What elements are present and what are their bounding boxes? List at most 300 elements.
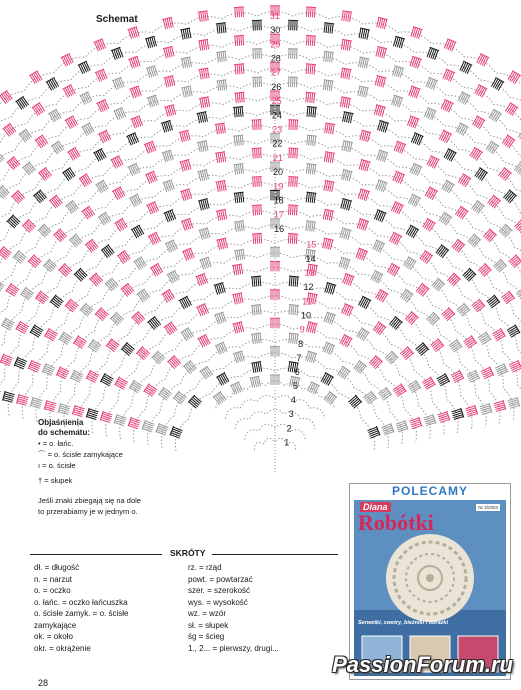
stitch-mark: [255, 120, 256, 130]
stitch-mark: [410, 163, 414, 172]
stitch-cluster: [288, 177, 299, 188]
stitch-cluster: [426, 156, 439, 169]
stitch-mark: [222, 374, 227, 383]
stitch-cluster: [466, 370, 479, 383]
stitch-mark: [117, 157, 122, 166]
stitch-mark: [239, 36, 240, 46]
stitch-mark: [201, 12, 203, 22]
stitch-cluster: [50, 295, 64, 309]
stitch-mark: [238, 382, 242, 391]
stitch-cluster: [407, 194, 420, 207]
stitch-cluster: [388, 316, 402, 330]
stitch-top-bar: [233, 164, 243, 165]
stitch-mark: [438, 376, 447, 381]
stitch-cluster: [162, 289, 176, 303]
stitch-mark: [332, 153, 334, 163]
stitch-mark: [415, 198, 420, 207]
stitch-top-bar: [252, 177, 262, 178]
stitch-mark: [173, 272, 178, 281]
stitch-cluster: [372, 322, 386, 336]
stitch-mark: [65, 56, 69, 65]
stitch-cluster: [373, 210, 386, 223]
stitch-mark: [88, 124, 93, 133]
stitch-mark: [59, 369, 68, 373]
stitch-cluster: [474, 167, 488, 181]
stitch-mark: [235, 193, 236, 203]
stitch-mark: [118, 109, 122, 118]
round-23-chain-arc: [0, 126, 521, 401]
abbreviations-title: SKRÓTY: [170, 548, 206, 558]
stitch-mark: [256, 334, 257, 344]
stitch-top-bar: [306, 7, 316, 8]
stitch-cluster: [357, 86, 369, 98]
stitch-mark: [439, 130, 444, 139]
stitch-mark: [254, 277, 255, 287]
stitch-mark: [71, 85, 76, 94]
stitch-cluster: [381, 423, 394, 436]
stitch-mark: [314, 165, 315, 175]
stitch-mark: [225, 23, 226, 33]
stitch-mark: [258, 362, 260, 372]
stitch-mark: [216, 153, 218, 163]
row-number-label: 24: [271, 110, 282, 121]
stitch-mark: [219, 23, 220, 33]
stitch-mark: [15, 363, 24, 367]
stitch-mark: [306, 64, 307, 74]
stitch-mark: [239, 250, 241, 260]
stitch-mark: [292, 205, 293, 215]
stitch-mark: [3, 324, 12, 329]
stitch-cluster: [131, 116, 144, 129]
stitch-mark: [216, 345, 220, 354]
stitch-mark: [241, 93, 242, 103]
stitch-mark: [511, 364, 520, 368]
stitch-mark: [295, 305, 296, 315]
stitch-cluster: [376, 17, 388, 29]
stitch-mark: [326, 52, 327, 62]
stitch-mark: [429, 189, 434, 198]
stitch-mark: [289, 305, 290, 315]
stitch-cluster: [457, 174, 471, 188]
stitch-cluster: [288, 49, 298, 59]
stitch-mark: [114, 111, 118, 120]
stitch-mark: [223, 23, 224, 33]
stitch-cluster: [3, 123, 17, 137]
stitch-top-bar: [251, 304, 261, 305]
stitch-mark: [364, 58, 366, 68]
stitch-mark: [308, 93, 309, 103]
stitch-cluster: [180, 159, 192, 171]
stitch-mark: [203, 69, 205, 79]
stitch-mark: [43, 371, 52, 375]
stitch-mark: [398, 174, 402, 183]
stitch-cluster: [415, 283, 429, 297]
stitch-cluster: [323, 152, 335, 164]
stitch-mark: [187, 297, 192, 306]
stitch-mark: [183, 29, 185, 39]
stitch-cluster: [392, 171, 405, 184]
stitch-cluster: [323, 23, 334, 34]
stitch-mark: [201, 69, 203, 79]
stitch-mark: [134, 164, 138, 173]
stitch-mark: [256, 305, 257, 315]
stitch-mark: [315, 266, 317, 276]
stitch-mark: [306, 164, 307, 174]
stitch-mark: [222, 181, 224, 191]
stitch-mark: [332, 24, 333, 34]
stitch-mark: [217, 24, 218, 34]
stitch-mark: [235, 251, 237, 261]
stitch-mark: [293, 120, 294, 130]
stitch-cluster: [252, 177, 263, 188]
abbr-item: sł. = słupek: [188, 620, 229, 630]
stitch-cluster: [322, 209, 334, 221]
stitch-mark: [257, 120, 258, 130]
stitch-cluster: [180, 189, 193, 202]
stitch-mark: [238, 107, 239, 117]
stitch-mark: [311, 136, 312, 146]
stitch-mark: [88, 92, 93, 101]
stitch-mark: [207, 40, 209, 50]
stitch-mark: [221, 52, 222, 62]
stitch-cluster: [474, 84, 488, 98]
stitch-cluster: [0, 118, 1, 132]
stitch-mark: [307, 107, 308, 117]
row-number-label: 31: [269, 10, 280, 21]
stitch-mark: [360, 297, 365, 306]
stitch-cluster: [131, 311, 145, 325]
stitch-cluster: [465, 405, 478, 418]
legend-title-line1: Objaśnienia: [38, 418, 84, 427]
stitch-mark: [203, 11, 205, 21]
stitch-mark: [292, 234, 293, 244]
stitch-mark: [72, 376, 81, 380]
stitch-top-bar: [324, 51, 334, 52]
stitch-cluster: [455, 206, 469, 220]
stitch-cluster: [252, 20, 262, 30]
stitch-mark: [260, 333, 261, 343]
stitch-mark: [236, 136, 237, 146]
stitch-cluster: [162, 180, 175, 193]
abbr-item: rz. = rząd: [188, 563, 222, 572]
stitch-mark: [326, 23, 327, 33]
stitch-cluster: [137, 289, 151, 303]
stitch-mark: [223, 342, 227, 351]
stitch-cluster: [503, 190, 517, 204]
stitch-mark: [218, 345, 222, 354]
stitch-cluster: [372, 240, 385, 253]
stitch-cluster: [181, 57, 193, 69]
stitch-cluster: [288, 20, 298, 30]
stitch-mark: [185, 29, 187, 39]
stitch-mark: [328, 181, 330, 191]
stitch-top-bar: [289, 304, 299, 305]
stitch-mark: [189, 57, 191, 67]
stitch-mark: [364, 299, 369, 308]
stitch-cluster: [516, 287, 521, 301]
abbr-item: szer. = szerokość: [188, 586, 251, 595]
stitch-mark: [241, 64, 242, 74]
stitch-cluster: [199, 228, 211, 240]
row-number-label: 15: [306, 239, 317, 250]
stitch-mark: [199, 70, 201, 80]
stitch-mark: [201, 113, 203, 123]
stitch-cluster: [145, 171, 158, 184]
stitch-mark: [312, 164, 313, 174]
stitch-mark: [325, 343, 329, 352]
stitch-mark: [185, 297, 190, 306]
legend-item-single-crochet: ı = o. ścisłe: [38, 461, 76, 470]
stitch-mark: [252, 363, 254, 373]
row-number-label: 19: [273, 181, 284, 192]
stitch-mark: [239, 293, 241, 303]
stitch-mark: [89, 123, 94, 132]
stitch-cluster: [147, 316, 161, 330]
stitch-mark: [288, 205, 289, 215]
stitch-mark: [88, 374, 97, 379]
stitch-mark: [221, 210, 223, 220]
stitch-mark: [380, 244, 384, 253]
stitch-cluster: [13, 250, 27, 264]
stitch-top-bar: [324, 80, 334, 81]
stitch-mark: [408, 194, 413, 203]
stitch-top-bar: [289, 276, 299, 277]
stitch-mark: [310, 7, 311, 17]
stitch-mark: [189, 28, 191, 38]
stitch-mark: [475, 85, 480, 94]
stitch-mark: [342, 336, 347, 345]
stitch-mark: [289, 177, 290, 187]
stitch-mark: [205, 11, 207, 21]
stitch-cluster: [234, 192, 245, 203]
stitch-mark: [288, 362, 290, 372]
stitch-top-bar: [288, 120, 298, 121]
stitch-cluster: [252, 120, 263, 131]
stitch-mark: [332, 182, 334, 192]
stitch-mark: [239, 221, 240, 231]
stitch-mark: [150, 173, 154, 182]
row-number-label: 5: [292, 381, 298, 392]
stitch-mark: [290, 234, 291, 244]
stitch-mark: [482, 369, 491, 373]
stitch-mark: [200, 142, 202, 152]
stitch-mark: [340, 335, 345, 344]
stitch-mark: [315, 136, 316, 146]
stitch-mark: [358, 57, 360, 67]
stitch-mark: [417, 167, 421, 176]
stitch-cluster: [359, 130, 371, 142]
stitch-mark: [133, 134, 137, 143]
stitch-top-bar: [234, 7, 244, 8]
stitch-cluster: [216, 238, 228, 250]
stitch-cluster: [182, 248, 195, 261]
stitch-mark: [347, 306, 351, 315]
stitch-cluster: [7, 215, 21, 229]
stitch-cluster: [472, 116, 486, 130]
round-29-chain-arc: [0, 40, 521, 383]
stitch-cluster: [183, 360, 197, 374]
stitch-mark: [221, 80, 222, 90]
stitch-cluster: [179, 296, 193, 310]
stitch-cluster: [507, 71, 521, 85]
stitch-cluster: [70, 370, 83, 383]
stitch-mark: [200, 113, 202, 123]
stitch-mark: [156, 233, 161, 242]
stitch-cluster: [69, 234, 83, 248]
stitch-mark: [484, 375, 493, 379]
page-number: 28: [38, 678, 49, 688]
stitch-mark: [458, 124, 463, 133]
stitch-cluster: [437, 411, 450, 424]
stitch-mark: [290, 205, 291, 215]
stitch-cluster: [85, 239, 99, 253]
stitch-cluster: [148, 232, 161, 245]
stitch-cluster: [11, 190, 25, 204]
stitch-mark: [253, 234, 254, 244]
stitch-cluster: [480, 366, 493, 379]
stitch-mark: [243, 192, 244, 202]
stitch-mark: [235, 93, 236, 103]
row-number-label: 10: [301, 310, 312, 321]
magazine-title: Robótki: [358, 510, 434, 535]
stitch-mark: [234, 107, 235, 117]
stitch-mark: [187, 29, 189, 39]
stitch-cluster: [165, 240, 178, 253]
stitch-mark: [469, 376, 478, 380]
stitch-cluster: [322, 238, 334, 250]
stitch-cluster: [198, 11, 209, 22]
stitch-mark: [362, 58, 364, 68]
stitch-mark: [440, 381, 449, 386]
stitch-mark: [294, 234, 295, 244]
stitch-cluster: [73, 335, 87, 349]
stitch-top-bar: [289, 333, 299, 334]
stitch-mark: [291, 120, 292, 130]
stitch-mark: [331, 211, 333, 221]
stitch-top-bar: [324, 23, 334, 24]
stitch-mark: [100, 150, 105, 159]
stitch-cluster: [49, 195, 63, 209]
stitch-mark: [261, 177, 262, 187]
stitch-cluster: [199, 97, 211, 109]
stitch-mark: [154, 202, 158, 211]
stitch-cluster: [415, 342, 429, 356]
stitch-mark: [348, 12, 350, 22]
stitch-cluster: [287, 205, 298, 216]
stitch-mark: [453, 374, 462, 379]
stitch-cluster: [358, 159, 370, 171]
stitch-mark: [291, 148, 292, 158]
stitch-mark: [241, 36, 242, 46]
stitch-top-bar: [288, 177, 298, 178]
stitch-top-bar: [216, 51, 226, 52]
stitch-mark: [256, 377, 258, 387]
stitch-mark: [391, 202, 395, 211]
stitch-mark: [324, 181, 326, 191]
stitch-cluster: [425, 77, 438, 90]
stitch-cluster: [426, 312, 440, 326]
stitch-mark: [291, 276, 292, 286]
stitch-mark: [341, 304, 345, 313]
stitch-cluster: [216, 23, 227, 34]
stitch-cluster: [142, 420, 155, 433]
stitch-mark: [257, 148, 258, 158]
row-number-label: 14: [305, 253, 316, 264]
stitch-mark: [341, 40, 343, 50]
abbreviations-left-column: [34, 562, 128, 654]
stitch-mark: [132, 165, 136, 174]
stitch-cluster: [305, 164, 316, 175]
stitch-cluster: [46, 77, 60, 91]
stitch-mark: [329, 81, 330, 91]
stitch-cluster: [214, 312, 227, 325]
stitch-cluster: [158, 387, 172, 401]
stitch-cluster: [393, 36, 405, 48]
stitch-cluster: [493, 400, 505, 412]
stitch-mark: [434, 160, 439, 169]
stitch-cluster: [393, 141, 406, 154]
stitch-mark: [235, 294, 237, 304]
stitch-mark: [243, 35, 244, 45]
row-number-label: 26: [271, 81, 282, 92]
stitch-cluster: [252, 205, 263, 216]
stitch-mark: [103, 101, 107, 110]
stitch-mark: [57, 375, 66, 379]
stitch-cluster: [288, 148, 299, 159]
stitch-cluster: [147, 95, 160, 108]
stitch-top-bar: [307, 107, 317, 108]
stitch-cluster: [469, 147, 483, 161]
legend-item-chain: • = o. łańc.: [38, 439, 74, 448]
row-number-label: 18: [273, 195, 284, 206]
stitch-cluster: [233, 351, 246, 364]
stitch-mark: [325, 123, 327, 133]
stitch-cluster: [81, 123, 95, 137]
stitch-mark: [313, 294, 315, 304]
stitch-mark: [458, 92, 463, 101]
stitch-mark: [333, 124, 335, 134]
stitch-cluster: [197, 169, 209, 181]
stitch-mark: [62, 57, 66, 66]
stitch-cluster: [100, 411, 113, 424]
stitch-mark: [297, 305, 298, 315]
stitch-mark: [175, 271, 180, 280]
stitch-mark: [306, 92, 307, 102]
stitch-cluster: [498, 167, 512, 181]
stitch-mark: [198, 113, 200, 123]
stitch-cluster: [232, 322, 244, 334]
stitch-mark: [310, 64, 311, 74]
stitch-mark: [18, 358, 27, 362]
stitch-cluster: [305, 322, 317, 334]
stitch-cluster: [340, 68, 352, 80]
row-number-label: 11: [302, 296, 312, 307]
stitch-mark: [258, 276, 259, 286]
row-number-label: 9: [299, 324, 305, 335]
stitch-mark: [217, 377, 222, 386]
stitch-cluster: [167, 270, 180, 283]
stitch-cluster: [181, 218, 194, 231]
stitch-mark: [171, 273, 176, 282]
stitch-cluster: [234, 64, 245, 75]
stitch-mark: [293, 148, 294, 158]
stitch-cluster: [378, 387, 392, 401]
stitch-mark: [201, 306, 205, 315]
row-number-label: 30: [270, 25, 281, 36]
row-number-label: 13: [304, 268, 315, 278]
stitch-cluster: [270, 375, 280, 385]
stitch-cluster: [457, 92, 470, 105]
